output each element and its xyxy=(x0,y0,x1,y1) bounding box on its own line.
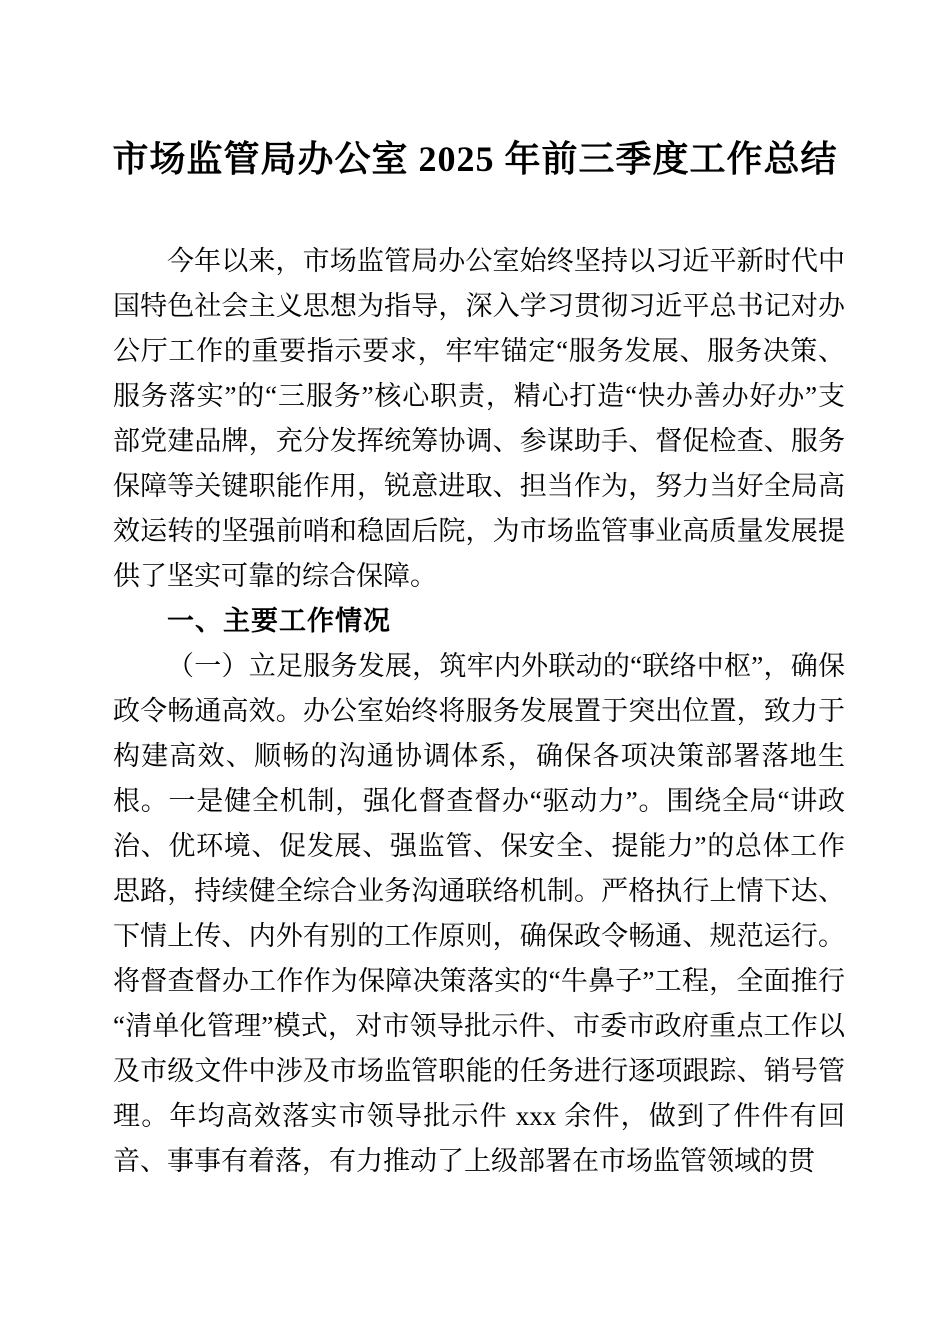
document-title: 市场监管局办公室 2025 年前三季度工作总结 xyxy=(112,139,838,179)
document-body xyxy=(113,239,845,1184)
section-1-1-text: 办公室始终将服务发展置于突出位置，致力于构建高效、顺畅的沟通协调体系，确保各项决策部署落地生根。一是健全机制，强化督查督办“驱动力”。围绕全局“讲政治、优环境、促发展、强监管、保安全、提能力”的总体工作思路，持续健全综合业务沟通联络机制。严格执行上情下达、下情上传、内外有别的工作原则，确保政令畅通、规范运行。将督查督办工作作为保障决策落实的“牛鼻子”工程，全面推行“清单化管理”模式，对市领导批示件、市委市政府重点工作以及市级文件中涉及市场监管职能的任务进行逐项跟踪、销号管理。年均高效落实市领导批示件 xxx 余件，做到了件件有回音、事事有着落，有力推动了上级部署在市场监管领域的贯 xyxy=(113,696,846,1176)
section-1-1-lead: （一）立足服务发展，筑牢内外联动的“联络中枢”，确保政令畅通高效。 xyxy=(113,651,845,726)
section-1-heading: 一、主要工作情况 xyxy=(167,606,391,636)
section-1-1-paragraph xyxy=(113,644,845,1184)
intro-paragraph: 今年以来，市场监管局办公室始终坚持以习近平新时代中国特色社会主义思想为指导，深入学习贯彻习近平总书记对办公厅工作的重要指示要求，牢牢锚定“服务发展、服务决策、服务落实”的“三服务”核心职责，精心打造“快办善办好办”支部党建品牌，充分发挥统筹协调、参谋助手、督促检查、服务保障等关键职能作用，锐意进取、担当作为，努力当好全局高效运转的坚强前哨和稳固后院，为市场监管事业高质量发展提供了坚实可靠的综合保障。 xyxy=(113,246,845,591)
